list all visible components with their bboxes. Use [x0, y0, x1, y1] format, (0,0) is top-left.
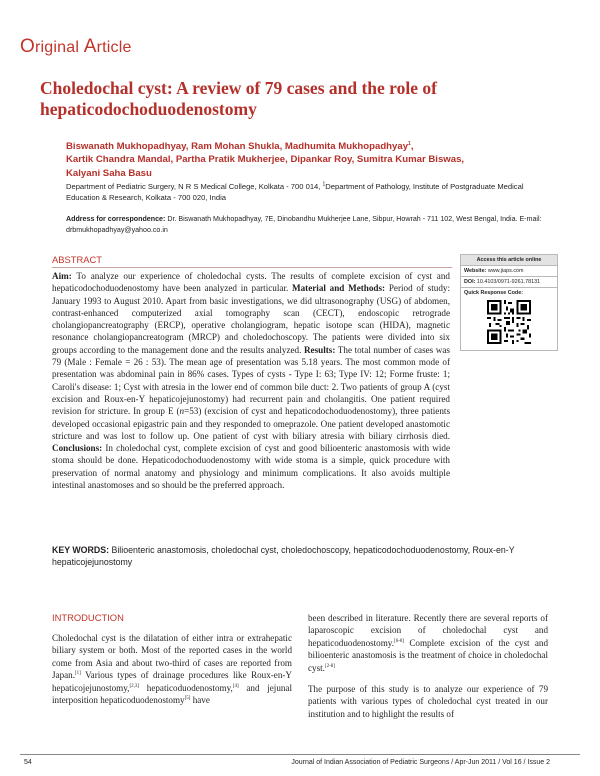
author-line-3: Kalyani Saha Basu [66, 167, 152, 179]
keywords-text: Bilioenteric anastomosis, choledochal cyst, choledochoscopy, hepaticodochoduodenostomy, Roux-en-Y hepaticojejunostomy [52, 545, 515, 568]
abstract-results: The total number of cases was 79 (Male : Female = 26 : 53). The mean age of presentation was 5.18 years. The most common mode of presentation was abdominal pain in 86% cases. Types of cysts - Type I: 63; Type IV: 12; Forme fruste: 1; Caroli's disease: 1; Cyst with atresia in the lower end of common bile duct: 2. Two patients of group A (cyst excision and Roux-en-Y hepaticojejunostomy) had recurrent pain and cholangitis. One patient required revision for stricture. In group E ( [52, 344, 450, 417]
affiliation [66, 181, 556, 203]
abstract-conclusions: In choledochal cyst, complete excision of cyst and good bilioenteric anastomosis with wide stoma should be done. Hepaticodochoduodenostomy with wide stoma is a simple, quick procedure with preservation of normal anatomy and physiology and minimum complications. It also avoids multiple intestinal anastomoses and so should be the preferred approach. [52, 443, 450, 491]
abstract-results-cont: =53) (excision of cyst and hepaticodochoduodenostomy), three patients developed occasional epigastric pain and they responded to omeprazole. One patient developed anastomotic stricture and was lost to follow up. One patient of cyst with biliary atresia with biliary cirrhosis died. [52, 406, 450, 441]
section-label-rest: riginal [34, 39, 84, 56]
abstract-body [52, 270, 450, 491]
abstract-methods: Period of study: January 1993 to August 2010. Apart from basic investigations, we did ultrasonography (USG) of abdomen, contrast-enhanced computerized axial tomography scan (CECT), endoscopic retrograde cholangiopancreatography (ERCP), operative cholangiogram, hepatic isotope scan (HIDA), magnetic resonance cholangiopancreatogram (MRCP) and choledochoscopy. The patients were divided into six groups according to the management done and the results analyzed. [52, 283, 450, 355]
keywords [52, 544, 542, 569]
page-number: 54 [24, 759, 32, 766]
doi-value[interactable]: 10.4103/0971-9261.78131 [475, 279, 541, 285]
abstract-results-n: n [179, 406, 185, 417]
footer-divider [20, 754, 580, 755]
section-initial: O [20, 36, 35, 57]
access-qr-row [461, 288, 557, 350]
intro-text-d: and jejunal interposition hepaticoduodenostomy [52, 682, 292, 706]
abstract-heading: ABSTRACT [52, 254, 452, 268]
author-line-1 [66, 140, 546, 153]
author-line-1-end: , [410, 141, 414, 152]
intro-paragraph-1 [52, 632, 292, 706]
citation[interactable]: [1] [74, 671, 81, 677]
website-label: Website: [464, 268, 487, 274]
access-website-row [461, 266, 557, 277]
section-second-rest: rticle [96, 39, 132, 56]
author-line-2: Kartik Chandra Mandal, Partha Pratik Mukherjee, Dipankar Roy, Sumitra Kumar Biswas, [66, 154, 465, 166]
column-left [52, 632, 292, 706]
website-link[interactable]: www.jiaps.com [486, 268, 524, 274]
intro-text-c: hepaticoduodenostomy, [139, 682, 233, 693]
article-title: Choledochal cyst: A review of 79 cases and the role of hepaticodochoduodenostomy [40, 78, 437, 119]
correspondence-text: Dr. Biswanath Mukhopadhyay, 7E, Dinobandhu Mukherjee Lane, Sibpur, Howrah - 711 102, West Bengal, India. E-mail: drbmukhopadhyay@yahoo.co.in [66, 215, 542, 234]
section-second-initial: A [83, 36, 97, 57]
affiliation-marker: 1 [322, 181, 326, 188]
qr-label: Quick Response Code: [464, 290, 524, 296]
column-right [308, 612, 548, 720]
intro-paragraph-2: The purpose of this study is to analyze our experience of 79 patients with various types of choledochal cyst treated in our institution and to highlight the results of [308, 684, 548, 719]
access-box-header: Access this article online [461, 255, 557, 266]
author-line-1-text: Biswanath Mukhopadhyay, Ram Mohan Shukla, Madhumita Mukhopadhyay [66, 141, 409, 152]
introduction-heading: INTRODUCTION [52, 612, 124, 623]
access-doi-row [461, 277, 557, 288]
abstract-conclusions-label: Conclusions: [52, 443, 103, 454]
abstract-aim: To analyze our experience of choledochal cysts. The results of complete excision of cyst and hepaticodochoduodenostomy have been analyzed in particular. [52, 271, 450, 294]
affiliation-part-2: Department of Pathology, Institute of Postgraduate Medical Education & Research, Kolkata - 700 020, India [66, 182, 524, 203]
abstract-aim-label: Aim: [52, 271, 72, 281]
citation[interactable]: [2-8] [324, 663, 335, 669]
doi-label: DOI: [464, 279, 476, 285]
intro-text-f: been described in literature. Recently there are several reports of laparoscopic excision of choledochal cyst and hepaticoduodenostomy. [308, 613, 548, 648]
correspondence [66, 214, 556, 235]
intro-text-b: Various types of drainage procedures like Roux-en-Y hepaticojejunostomy, [52, 670, 292, 693]
citation[interactable]: [2,3] [129, 683, 140, 689]
intro-text-a: Choledochal cyst is the dilatation of either intra or extrahepatic biliary system or both. Most of the reported cases in the world come from Asia and about two-third of cases are reported from Japan. [52, 633, 292, 681]
intro-paragraph-1-cont [308, 612, 548, 674]
journal-citation: Journal of Indian Association of Pediatric Surgeons / Apr-Jun 2011 / Vol 16 / Issue 2 [291, 759, 550, 766]
author-affiliation-marker: 1 [408, 140, 411, 147]
citation[interactable]: [5] [184, 696, 191, 701]
intro-text-e: have [190, 695, 210, 706]
keywords-label: KEY WORDS: [52, 545, 110, 555]
affiliation-part-1: Department of Pediatric Surgery, N R S Medical College, Kolkata - 700 014, [66, 182, 323, 191]
citation[interactable]: [4] [232, 683, 239, 689]
access-box [460, 254, 558, 351]
abstract-methods-label: Material and Methods: [291, 283, 386, 294]
abstract-results-label: Results: [303, 344, 336, 355]
citation[interactable]: [6-8] [394, 638, 405, 644]
section-label [20, 36, 132, 58]
correspondence-label: Address for correspondence: [66, 215, 166, 223]
author-list [66, 140, 546, 180]
qr-code-icon[interactable] [487, 300, 531, 344]
intro-text-g: Complete excision of the cyst and bilioenteric anastomosis is the treatment of choice in choledochal cyst. [308, 637, 548, 673]
